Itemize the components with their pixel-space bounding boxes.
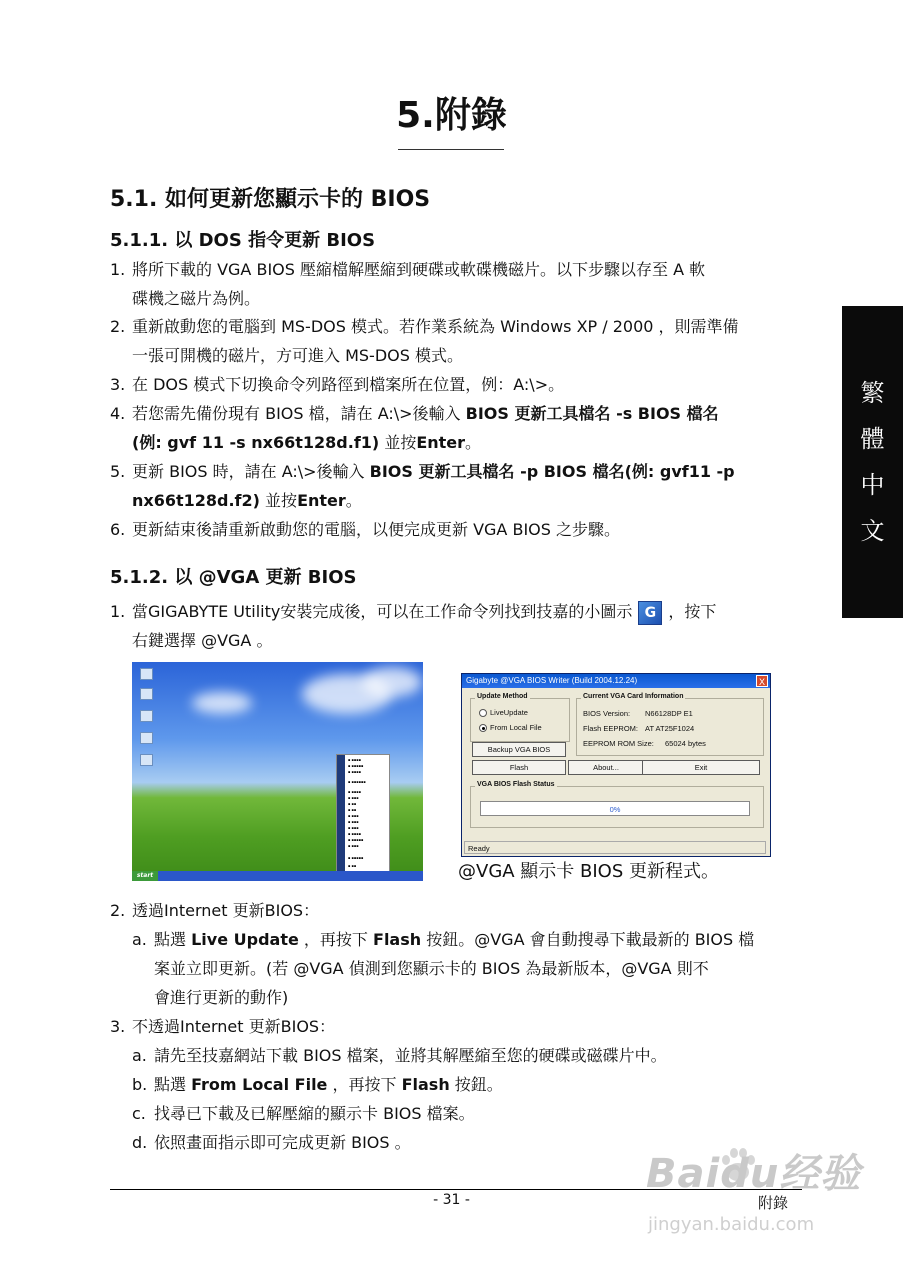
context-menu	[336, 754, 390, 874]
flash-eeprom-label: Flash EEPROM:	[583, 724, 639, 733]
step-text: 並按	[259, 491, 298, 510]
menu-item[interactable]: ▪ ▪▪▪	[348, 796, 359, 800]
rom-size-label: EEPROM ROM Size:	[583, 739, 654, 748]
radio-label: LiveUpdate	[490, 708, 528, 717]
taskbar	[132, 871, 423, 881]
step-text: 不透過Internet 更新BIOS：	[132, 1017, 336, 1036]
step-text: 點選	[154, 930, 192, 949]
step-command: BIOS 更新工具檔名 -p BIOS 檔名(例: gvf11 -p	[369, 462, 735, 481]
section-heading: 5.1. 如何更新您顯示卡的 BIOS	[110, 187, 431, 212]
desktop-icon	[140, 688, 153, 700]
step-text: 。	[345, 491, 362, 510]
vga-step-2	[110, 896, 810, 925]
step-example: nx66t128d.f2)	[132, 491, 260, 510]
step-command: BIOS 更新工具檔名 -s BIOS 檔名	[465, 404, 719, 423]
desktop-screenshot	[132, 662, 423, 881]
backup-vga-bios-button[interactable]: Backup VGA BIOS	[472, 742, 566, 757]
step-text: 按鈕。@VGA 會自動搜尋下載最新的 BIOS 檔	[421, 930, 755, 949]
step-option: From Local File	[191, 1075, 328, 1094]
page-title: 5.附錄	[396, 95, 507, 136]
group-label: Update Method	[477, 693, 528, 700]
menu-item[interactable]: ▪ ▪▪▪▪	[348, 790, 361, 794]
step-number: 5.	[110, 462, 126, 481]
step-letter: a.	[132, 930, 147, 949]
step-text: 按鈕。	[449, 1075, 503, 1094]
dialog-title: Gigabyte @VGA BIOS Writer (Build 2004.12.24)	[462, 674, 770, 688]
vga-step-3b	[132, 1070, 802, 1099]
step-number: 4.	[110, 404, 126, 423]
side-tab-char: 繁	[860, 379, 885, 407]
update-method-group	[470, 693, 570, 742]
bios-version-value: N66128DP E1	[645, 709, 693, 718]
step-text-cont: 右鍵選擇 @VGA 。	[132, 631, 273, 650]
step-letter: c.	[132, 1104, 146, 1123]
menu-item[interactable]: ▪ ▪▪	[348, 808, 357, 812]
flash-button[interactable]: Flash	[472, 760, 566, 775]
dos-step-4	[110, 399, 810, 457]
watermark-brand: Baidu经验	[646, 1151, 862, 1197]
bios-writer-dialog	[461, 673, 771, 857]
dos-step-6	[110, 515, 810, 544]
card-info-group	[576, 693, 764, 756]
footer-section-label: 附錄	[758, 1194, 789, 1212]
step-number: 2.	[110, 317, 126, 336]
subsection-heading-dos: 5.1.1. 以 DOS 指令更新 BIOS	[110, 230, 376, 251]
step-number: 6.	[110, 520, 126, 539]
about-button[interactable]: About...	[568, 760, 644, 775]
step-button-ref: Flash	[373, 930, 422, 949]
menu-item[interactable]: ▪ ▪▪▪▪▪	[348, 838, 364, 842]
vga-step-3c	[132, 1099, 802, 1128]
menu-item[interactable]: ▪ ▪▪▪▪	[348, 770, 361, 774]
step-text: 重新啟動您的電腦到 MS-DOS 模式。若作業系統為 Windows XP / 2000 ，則需準備	[132, 317, 739, 336]
desktop-icon	[140, 754, 153, 766]
menu-item[interactable]: ▪ ▪▪▪▪▪	[348, 856, 364, 860]
vga-step-2a	[132, 925, 802, 1012]
step-key: Enter	[297, 491, 346, 510]
side-tab-char: 中	[860, 471, 885, 499]
desktop-icon	[140, 710, 153, 722]
page-number: - 31 -	[433, 1192, 470, 1208]
step-number: 1.	[110, 260, 126, 279]
step-text: 點選	[154, 1075, 192, 1094]
step-text: 並按	[379, 433, 417, 452]
step-number: 2.	[110, 901, 126, 920]
bios-version-label: BIOS Version:	[583, 709, 631, 718]
step-text: 透過Internet 更新BIOS：	[132, 901, 320, 920]
step-text: 當GIGABYTE Utility安裝完成後，可以在工作命令列找到技嘉的小圖示	[132, 602, 633, 621]
menu-item[interactable]: ▪ ▪▪▪	[348, 814, 359, 818]
group-label: Current VGA Card Information	[583, 693, 684, 700]
step-number: 1.	[110, 602, 126, 621]
step-letter: d.	[132, 1133, 148, 1152]
radio-label: From Local File	[490, 723, 542, 732]
step-text: ，再按下	[298, 930, 374, 949]
language-side-tab	[842, 306, 903, 618]
desktop-icon	[140, 732, 153, 744]
dos-step-1	[110, 255, 810, 313]
step-text: 若您需先備份現有 BIOS 檔，請在 A:\>後輸入	[132, 404, 466, 423]
step-option: Live Update	[191, 930, 299, 949]
side-tab-char: 文	[860, 517, 885, 545]
step-text: ，再按下	[327, 1075, 402, 1094]
flash-eeprom-value: AT AT25F1024	[645, 724, 695, 733]
group-label: VGA BIOS Flash Status	[477, 781, 555, 788]
flash-progress-bar: 0%	[480, 801, 750, 816]
step-text-cont: 一張可開機的磁片，方可進入 MS-DOS 模式。	[132, 346, 463, 365]
step-text: 更新結束後請重新啟動您的電腦，以便完成更新 VGA BIOS 之步驟。	[132, 520, 620, 539]
vga-step-1	[110, 597, 810, 655]
radio-liveupdate[interactable]	[479, 708, 528, 717]
step-text: 。	[465, 433, 482, 452]
step-text: ，按下	[668, 602, 717, 621]
menu-item[interactable]: ▪ ▪▪	[348, 864, 357, 868]
figure-caption: @VGA 顯示卡 BIOS 更新程式。	[458, 861, 719, 882]
step-text-cont: 案並立即更新。(若 @VGA 偵測到您顯示卡的 BIOS 為最新版本，@VGA 則不	[154, 959, 709, 978]
step-text: 更新 BIOS 時，請在 A:\>後輸入	[132, 462, 370, 481]
step-number: 3.	[110, 375, 126, 394]
dos-step-3	[110, 370, 810, 399]
step-button-ref: Flash	[401, 1075, 450, 1094]
start-button[interactable]: start	[132, 871, 158, 881]
vga-step-3	[110, 1012, 810, 1041]
step-text: 找尋已下載及已解壓縮的顯示卡 BIOS 檔案。	[154, 1104, 475, 1123]
menu-item[interactable]: ▪ ▪▪▪▪▪	[348, 764, 364, 768]
side-tab-char: 體	[860, 425, 885, 453]
exit-button[interactable]: Exit	[642, 760, 760, 775]
radio-from-local-file[interactable]	[479, 723, 542, 732]
dos-step-2	[110, 312, 810, 370]
vga-step-3a	[132, 1041, 802, 1070]
step-example: (例: gvf 11 -s nx66t128d.f1)	[132, 433, 380, 452]
menu-item[interactable]: ▪ ▪▪▪▪	[348, 758, 361, 762]
menu-item[interactable]: ▪ ▪▪▪	[348, 826, 359, 830]
rom-size-value: 65024 bytes	[665, 739, 706, 748]
menu-item[interactable]: ▪ ▪▪▪	[348, 820, 359, 824]
step-text: 將所下載的 VGA BIOS 壓縮檔解壓縮到硬碟或軟碟機磁片。以下步驟以存至 A 軟	[132, 260, 706, 279]
step-text: 依照畫面指示即可完成更新 BIOS 。	[154, 1133, 411, 1152]
step-letter: b.	[132, 1075, 148, 1094]
step-letter: a.	[132, 1046, 147, 1065]
menu-item[interactable]: ▪ ▪▪▪	[348, 844, 359, 848]
subsection-heading-vga: 5.1.2. 以 @VGA 更新 BIOS	[110, 567, 357, 588]
step-number: 3.	[110, 1017, 126, 1036]
watermark-url: jingyan.baidu.com	[648, 1214, 815, 1235]
step-key: Enter	[416, 433, 466, 452]
step-text: 在 DOS 模式下切換命令列路徑到檔案所在位置，例：A:\>。	[132, 375, 565, 394]
step-text-cont: 碟機之磁片為例。	[132, 289, 261, 308]
step-text: 請先至技嘉網站下載 BIOS 檔案，並將其解壓縮至您的硬碟或磁碟片中。	[154, 1046, 667, 1065]
gigabyte-tray-icon: G	[638, 601, 662, 625]
close-button[interactable]: X	[756, 675, 768, 687]
dos-step-5	[110, 457, 810, 515]
menu-item[interactable]: ▪ ▪▪▪▪	[348, 832, 361, 836]
step-text-cont: 會進行更新的動作)	[154, 988, 289, 1007]
menu-item[interactable]: ▪ ▪▪▪▪▪▪	[348, 780, 366, 784]
title-divider	[398, 149, 504, 150]
desktop-icon	[140, 668, 153, 680]
status-bar: Ready	[464, 841, 766, 854]
menu-item[interactable]: ▪ ▪▪	[348, 802, 357, 806]
